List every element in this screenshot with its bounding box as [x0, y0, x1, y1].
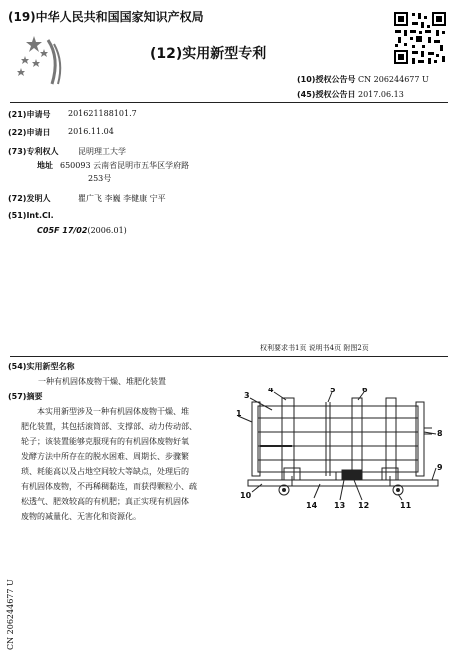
- figure-label: 10: [240, 491, 252, 500]
- address-line-1: 650093 云南省昆明市五华区学府路: [60, 161, 190, 170]
- int-cl-code: C05F 17/02: [37, 226, 88, 235]
- application-number-label: (21)申请号: [8, 110, 51, 119]
- application-date: 2016.11.04: [68, 127, 114, 136]
- figure-label: 4: [268, 388, 274, 394]
- publication-date-row: [297, 89, 404, 100]
- figure-label: 5: [330, 388, 336, 394]
- abstract-line: 本实用新型涉及一种有机固体废物干燥、堆: [37, 407, 189, 416]
- inventors-label: (72)发明人: [8, 194, 51, 203]
- figure-label: 9: [437, 463, 443, 472]
- figure-label: 6: [362, 388, 368, 394]
- abstract-line: 琐、耗能高以及占地空间较大等缺点，处理后的: [21, 467, 189, 476]
- abstract-line: 轮子；该装置能够克服现有的有机固体废物好氧: [21, 437, 189, 446]
- application-number: 201621188101.7: [68, 109, 137, 118]
- figure-label: 11: [400, 501, 412, 510]
- header-divider: [10, 102, 448, 103]
- inventors: 瞿广飞 李巍 李健康 宁平: [78, 194, 166, 203]
- figure-label: 12: [358, 501, 370, 510]
- publication-date-label: (45)授权公告日: [297, 90, 356, 99]
- utility-model-name: 一种有机固体废物干燥、堆肥化装置: [38, 377, 166, 386]
- abstract-label: (57)摘要: [8, 392, 43, 401]
- figure-label: 3: [244, 391, 250, 400]
- abstract-line: 有机固体废物，不再稀稠黏连，而获得颗粒小、疏: [21, 482, 197, 491]
- abstract-line: 发酵方法中所存在的脱水困难、周期长、步骤繁: [21, 452, 189, 461]
- national-emblem: [8, 32, 68, 90]
- abstract-line: 废物的减量化、无害化和资源化。: [21, 512, 141, 521]
- device-drawing: [236, 388, 446, 518]
- qr-code: [392, 10, 448, 66]
- figure-label: 1: [236, 409, 242, 418]
- publication-number: CN 206244677 U: [358, 75, 429, 84]
- publication-date: 2017.06.13: [358, 90, 404, 99]
- figure-label: 13: [334, 501, 346, 510]
- int-cl-date: (2006.01): [87, 226, 127, 235]
- office-name: (19)中华人民共和国国家知识产权局: [8, 10, 204, 24]
- abstract-line: 肥化装置，其包括滚筒部、支撑部、动力传动部、: [21, 422, 197, 431]
- address-label: 地址: [37, 161, 53, 170]
- publication-number-label: (10)授权公告号: [297, 75, 356, 84]
- abstract-line: 松透气、肥效较高的有机肥；真正实现有机固体: [21, 497, 189, 506]
- utility-model-name-label: (54)实用新型名称: [8, 362, 75, 371]
- figure-label: 14: [306, 501, 318, 510]
- address-line-2: 253号: [88, 174, 112, 183]
- pages-summary: 权利要求书1页 说明书4页 附图2页: [260, 344, 369, 352]
- abstract-divider: [10, 356, 448, 357]
- side-publication-number: CN 206244677 U: [6, 579, 15, 650]
- document-type: (12)实用新型专利: [150, 46, 267, 62]
- publication-number-row: [297, 74, 429, 85]
- patentee: 昆明理工大学: [78, 147, 126, 156]
- int-cl-label: (51)Int.Cl.: [8, 211, 54, 220]
- application-date-label: (22)申请日: [8, 128, 51, 137]
- int-cl-row: [37, 226, 127, 235]
- figure-label: 8: [437, 429, 443, 438]
- patentee-label: (73)专利权人: [8, 147, 59, 156]
